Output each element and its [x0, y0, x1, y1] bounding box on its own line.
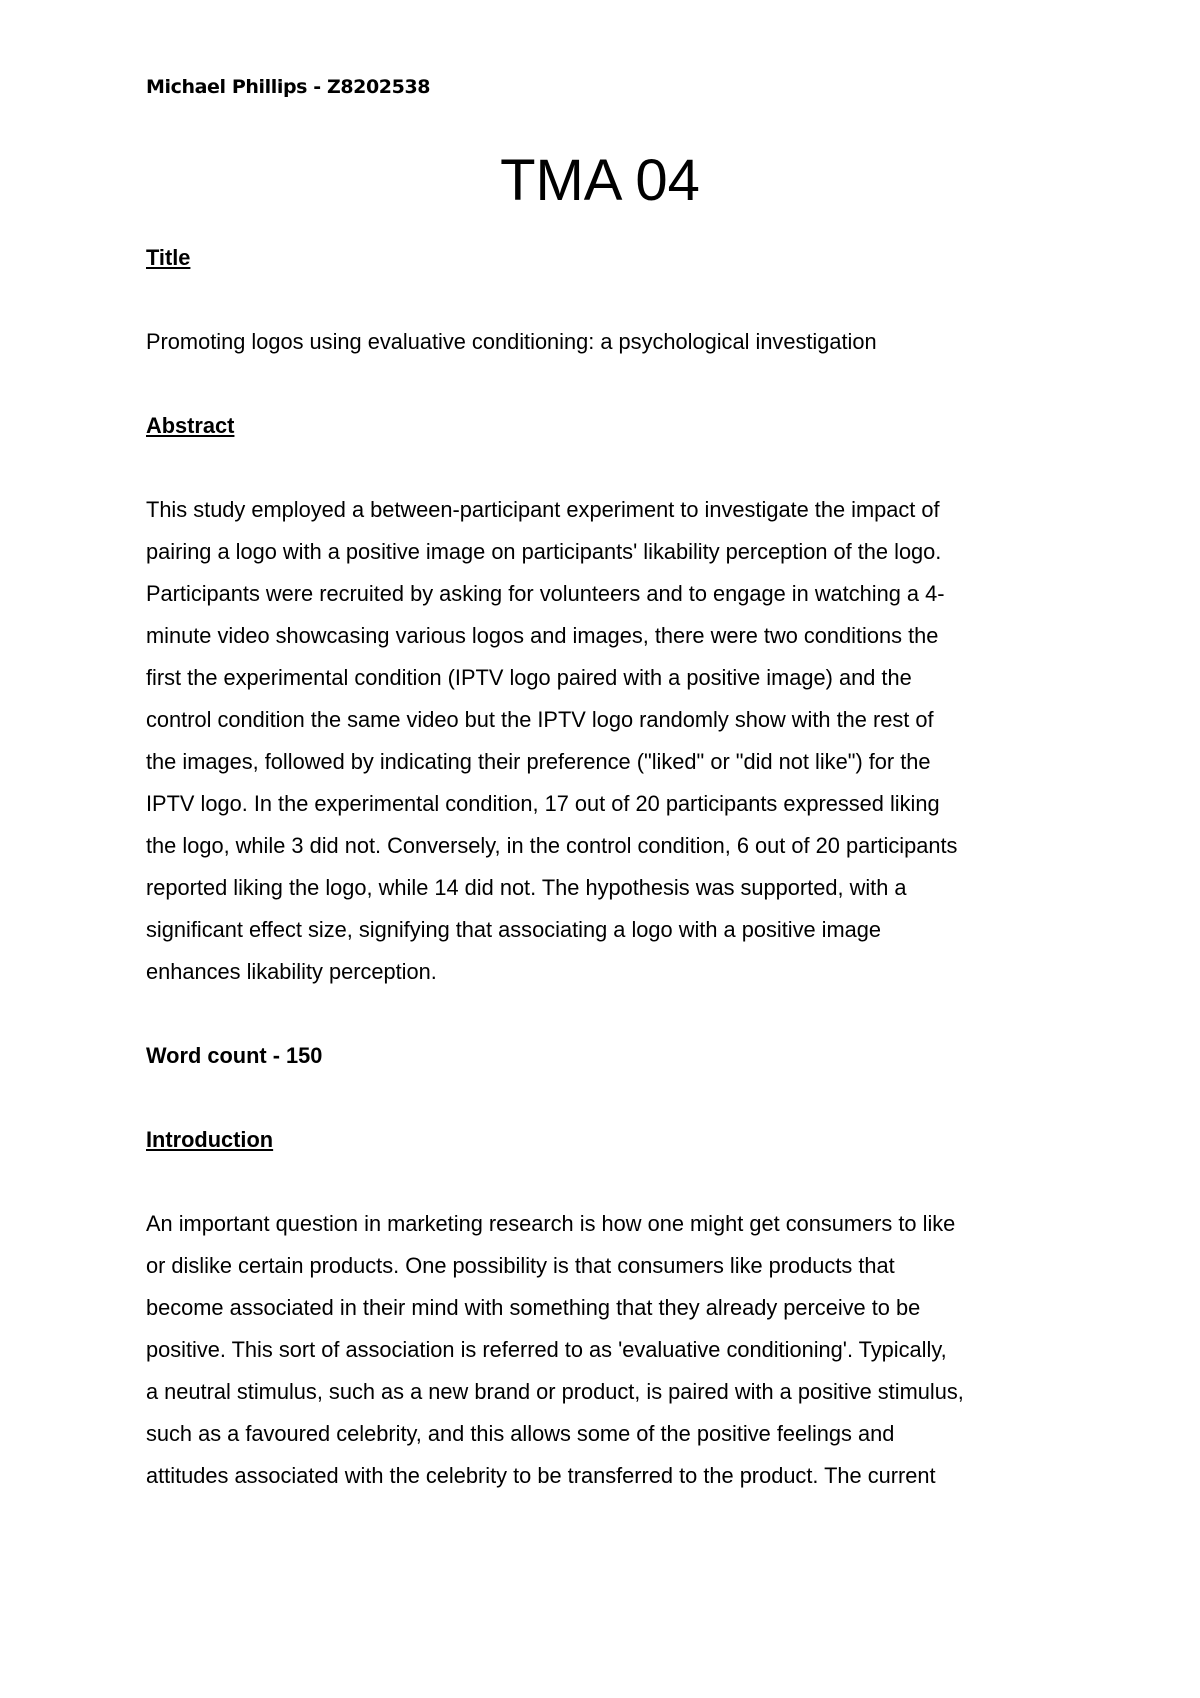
abstract-line: control condition the same video but the IPTV logo randomly show with the rest of — [146, 707, 934, 732]
abstract-line: the images, followed by indicating their preference ("liked" or "did not like") for the — [146, 749, 931, 774]
author-header: Michael Phillips - Z8202538 — [146, 76, 431, 98]
abstract-line: reported liking the logo, while 14 did not. The hypothesis was supported, with a — [146, 875, 907, 900]
abstract-line: first the experimental condition (IPTV logo paired with a positive image) and the — [146, 665, 912, 690]
abstract-line: This study employed a between-participant experiment to investigate the impact of — [146, 497, 940, 522]
title-heading: Title — [146, 245, 191, 270]
abstract-line: significant effect size, signifying that associating a logo with a positive image — [146, 917, 882, 942]
abstract-line: Participants were recruited by asking for volunteers and to engage in watching a 4- — [146, 581, 945, 606]
introduction-line: or dislike certain products. One possibility is that consumers like products that — [146, 1253, 895, 1278]
introduction-line: such as a favoured celebrity, and this allows some of the positive feelings and — [146, 1421, 895, 1446]
abstract-line: minute video showcasing various logos and images, there were two conditions the — [146, 623, 939, 648]
abstract-line: pairing a logo with a positive image on participants' likability perception of the logo. — [146, 539, 942, 564]
document-body — [146, 237, 1066, 1497]
word-count: Word count - 150 — [146, 1043, 323, 1068]
introduction-line: become associated in their mind with something that they already perceive to be — [146, 1295, 921, 1320]
abstract-line: the logo, while 3 did not. Conversely, in the control condition, 6 out of 20 participants — [146, 833, 958, 858]
introduction-heading: Introduction — [146, 1127, 274, 1152]
introduction-paragraph — [146, 1203, 1066, 1497]
introduction-line: An important question in marketing research is how one might get consumers to like — [146, 1211, 956, 1236]
abstract-line: enhances likability perception. — [146, 959, 437, 984]
introduction-line: attitudes associated with the celebrity to be transferred to the product. The current — [146, 1463, 936, 1488]
introduction-line: positive. This sort of association is referred to as 'evaluative conditioning'. Typically, — [146, 1337, 947, 1362]
abstract-heading: Abstract — [146, 413, 235, 438]
introduction-line: a neutral stimulus, such as a new brand or product, is paired with a positive stimulus, — [146, 1379, 964, 1404]
document-title: TMA 04 — [500, 148, 700, 213]
abstract-paragraph — [146, 489, 1066, 993]
title-text: Promoting logos using evaluative conditioning: a psychological investigation — [146, 329, 877, 354]
abstract-line: IPTV logo. In the experimental condition, 17 out of 20 participants expressed liking — [146, 791, 940, 816]
